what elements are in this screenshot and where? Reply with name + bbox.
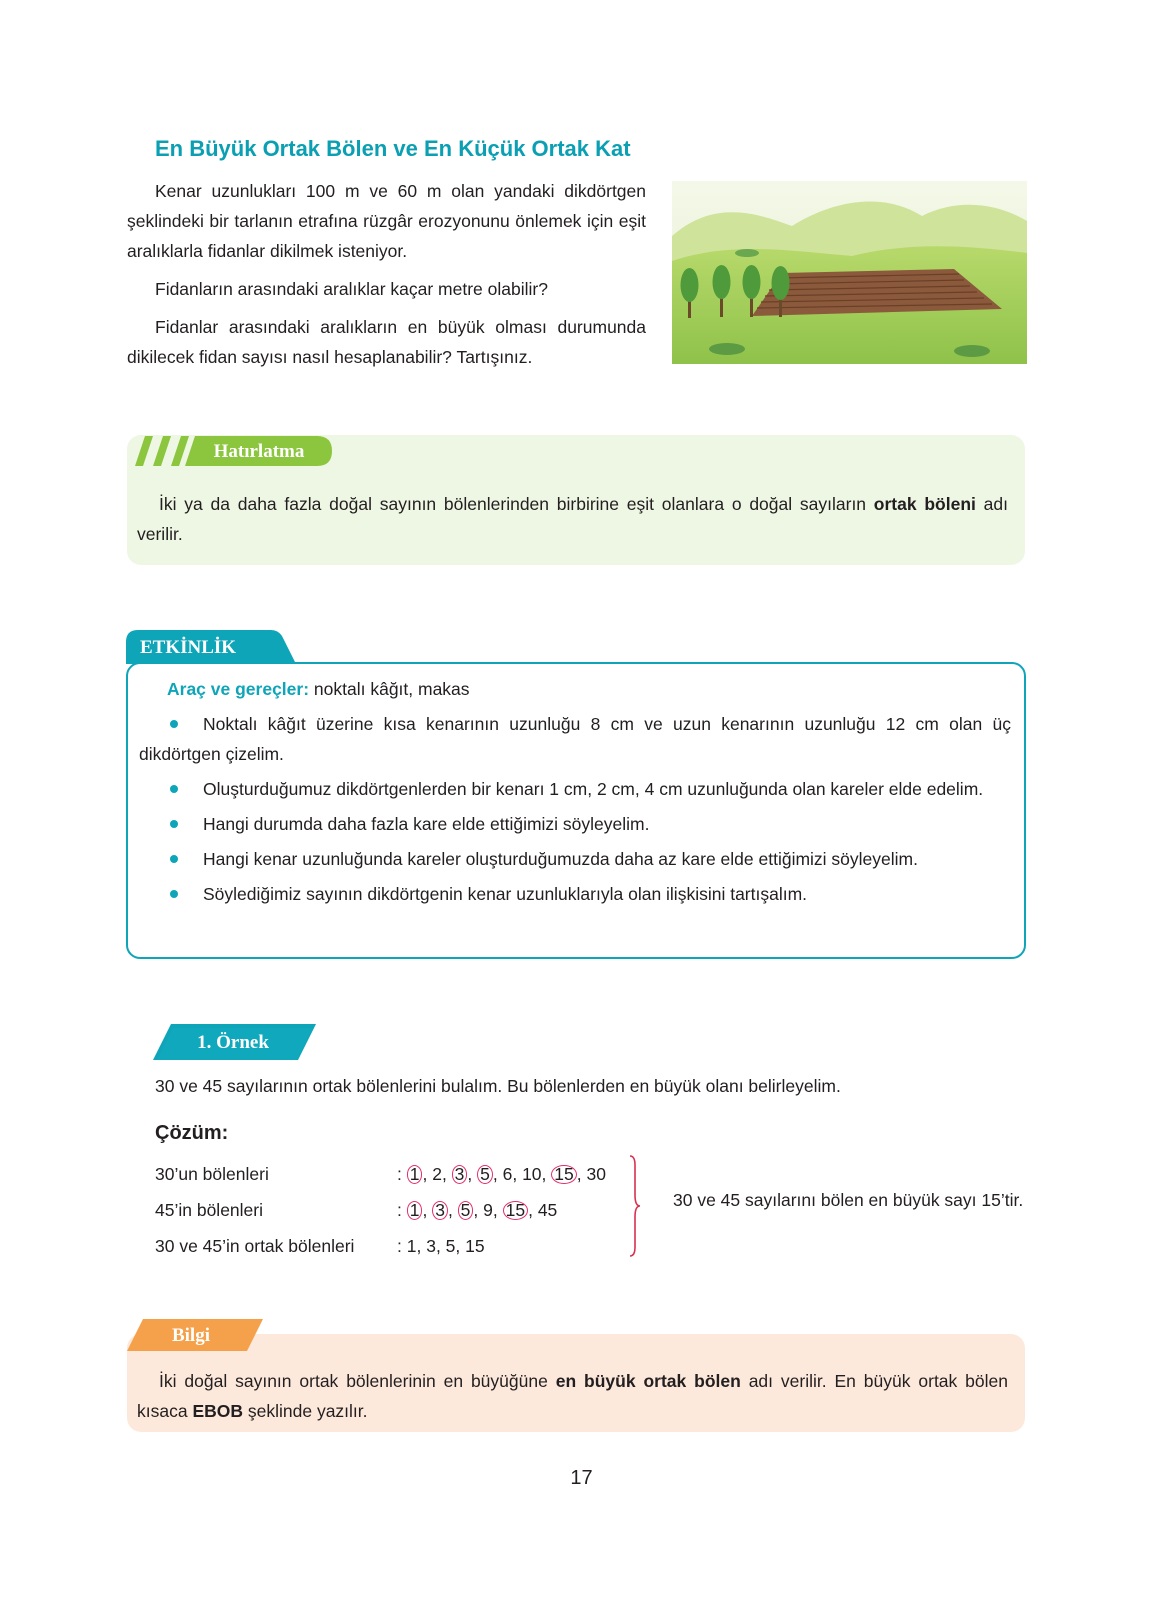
intro-paragraph: Kenar uzunlukları 100 m ve 60 m olan yandaki dikdörtgen şeklindeki bir tarlanın etrafına rüzgâr erozyonunu önlemek için eşit aralıklarla fidanlar dikilmek isteniyor. (127, 181, 646, 261)
divisor: 6 (502, 1164, 513, 1184)
etkinlik-label: ETKİNLİK (140, 637, 237, 658)
etkinlik-tab (126, 630, 311, 664)
divisor: 10 (522, 1164, 542, 1184)
hatirlatma-label: Hatırlatma (213, 441, 305, 462)
circled-divisor: 1 (407, 1201, 423, 1220)
bilgi-label: Bilgi (171, 1325, 211, 1346)
circled-divisor: 15 (551, 1165, 576, 1184)
divisor: 2 (432, 1164, 442, 1184)
hatirlatma-bold: ortak böleni (873, 494, 976, 514)
arac-gerecler (139, 674, 1011, 704)
circled-divisor: 5 (458, 1201, 474, 1220)
circled-divisor: 15 (503, 1201, 528, 1220)
field-illustration (672, 181, 1027, 364)
divisor: 3 (426, 1236, 436, 1256)
circled-divisor: 3 (432, 1201, 448, 1220)
circled-divisor: 3 (452, 1165, 468, 1184)
bilgi-text-part: İki doğal sayının ortak bölenlerinin en büyüğüne (159, 1371, 556, 1391)
hatirlatma-text (137, 489, 1008, 549)
list-item (139, 879, 1011, 909)
section-title: En Büyük Ortak Bölen ve En Küçük Ortak Kat (155, 136, 631, 161)
ornek-question: 30 ve 45 sayılarının ortak bölenlerini bulalım. Bu bölenlerden en büyük olanı belirleyelim. (155, 1076, 841, 1096)
hatirlatma-text-part: İki ya da daha fazla doğal sayının bölenlerinden birbirine eşit olanlara o doğal sayıların (159, 494, 874, 514)
hatirlatma-tab (127, 436, 342, 466)
divisor: 45 (537, 1200, 558, 1220)
list-item-text: Oluşturduğumuz dikdörtgenlerden bir kenarı 1 cm, 2 cm, 4 cm uzunluğunda olan kareler elde edelim. (203, 779, 984, 799)
bullet-icon (170, 785, 178, 793)
bullet-icon (170, 890, 178, 898)
bilgi-text-part: adı verilir. En büyük ortak bölen kısaca (137, 1371, 1008, 1421)
list-item-text: Noktalı kâğıt üzerine kısa kenarının uzunluğu 8 cm ve uzun kenarının uzunluğu 12 cm olan üç dikdörtgen çizelim. (139, 714, 1011, 764)
bilgi-tab (127, 1317, 267, 1351)
bullet-icon (170, 820, 178, 828)
divisors-45: : 1 , 3 , 5 , 9, 15 , 45 (397, 1200, 558, 1220)
bilgi-bold: EBOB (192, 1401, 244, 1421)
list-item-text: Söylediğimiz sayının dikdörtgenin kenar uzunluklarıyla olan ilişkisini tartışalım. (203, 884, 808, 904)
intro-question: Fidanlar arasındaki aralıkların en büyük olması durumunda dikilecek fidan sayısı nasıl hesaplanabilir? Tartışınız. (127, 317, 646, 367)
result-text: 30 ve 45 sayılarını bölen en büyük sayı 15’tir. (673, 1190, 1024, 1210)
row-label: 30 ve 45’in ortak bölenleri (155, 1236, 355, 1256)
divisor: 9 (483, 1200, 493, 1220)
hatirlatma-text-part: adı verilir. (137, 494, 1008, 544)
intro-text (127, 176, 646, 372)
list-item-text: Hangi kenar uzunluğunda kareler oluşturduğumuzda daha az kare elde ettiğimizi söyleyelim. (203, 849, 918, 869)
intro-question: Fidanların arasındaki aralıklar kaçar metre olabilir? (155, 279, 548, 299)
divisor: 1 (406, 1236, 417, 1256)
arac-label: Araç ve gereçler: (167, 679, 310, 699)
list-item (139, 809, 1011, 839)
bilgi-bold: en büyük ortak bölen (555, 1371, 741, 1391)
page-number: 17 (570, 1467, 593, 1489)
bilgi-text (137, 1366, 1008, 1426)
ornek-label: 1. Örnek (197, 1032, 269, 1053)
bilgi-text-part: şeklinde yazılır. (243, 1401, 368, 1421)
bullet-icon (170, 855, 178, 863)
bullet-icon (170, 720, 178, 728)
arac-value: noktalı kâğıt, makas (309, 679, 470, 699)
etkinlik-body (139, 674, 1011, 909)
row-label: 45’in bölenleri (155, 1200, 263, 1220)
circled-divisor: 1 (407, 1165, 423, 1184)
divisor: 15 (465, 1236, 485, 1256)
ornek-tab (153, 1022, 318, 1060)
right-brace (628, 1155, 642, 1257)
divisor: 5 (445, 1236, 456, 1256)
list-item (139, 774, 1011, 804)
list-item-text: Hangi durumda daha fazla kare elde ettiğimizi söyleyelim. (203, 814, 650, 834)
list-item (139, 709, 1011, 769)
divisors-30: : 1 , 2, 3 , 5 , 6, 10, 15 , 30 (397, 1164, 606, 1184)
list-item (139, 844, 1011, 874)
divisor: 30 (586, 1164, 606, 1184)
common-divisors: : 1, 3, 5, 15 (397, 1236, 485, 1256)
circled-divisor: 5 (477, 1165, 493, 1184)
cozum-heading: Çözüm: (155, 1122, 229, 1144)
row-label: 30’un bölenleri (155, 1164, 269, 1184)
